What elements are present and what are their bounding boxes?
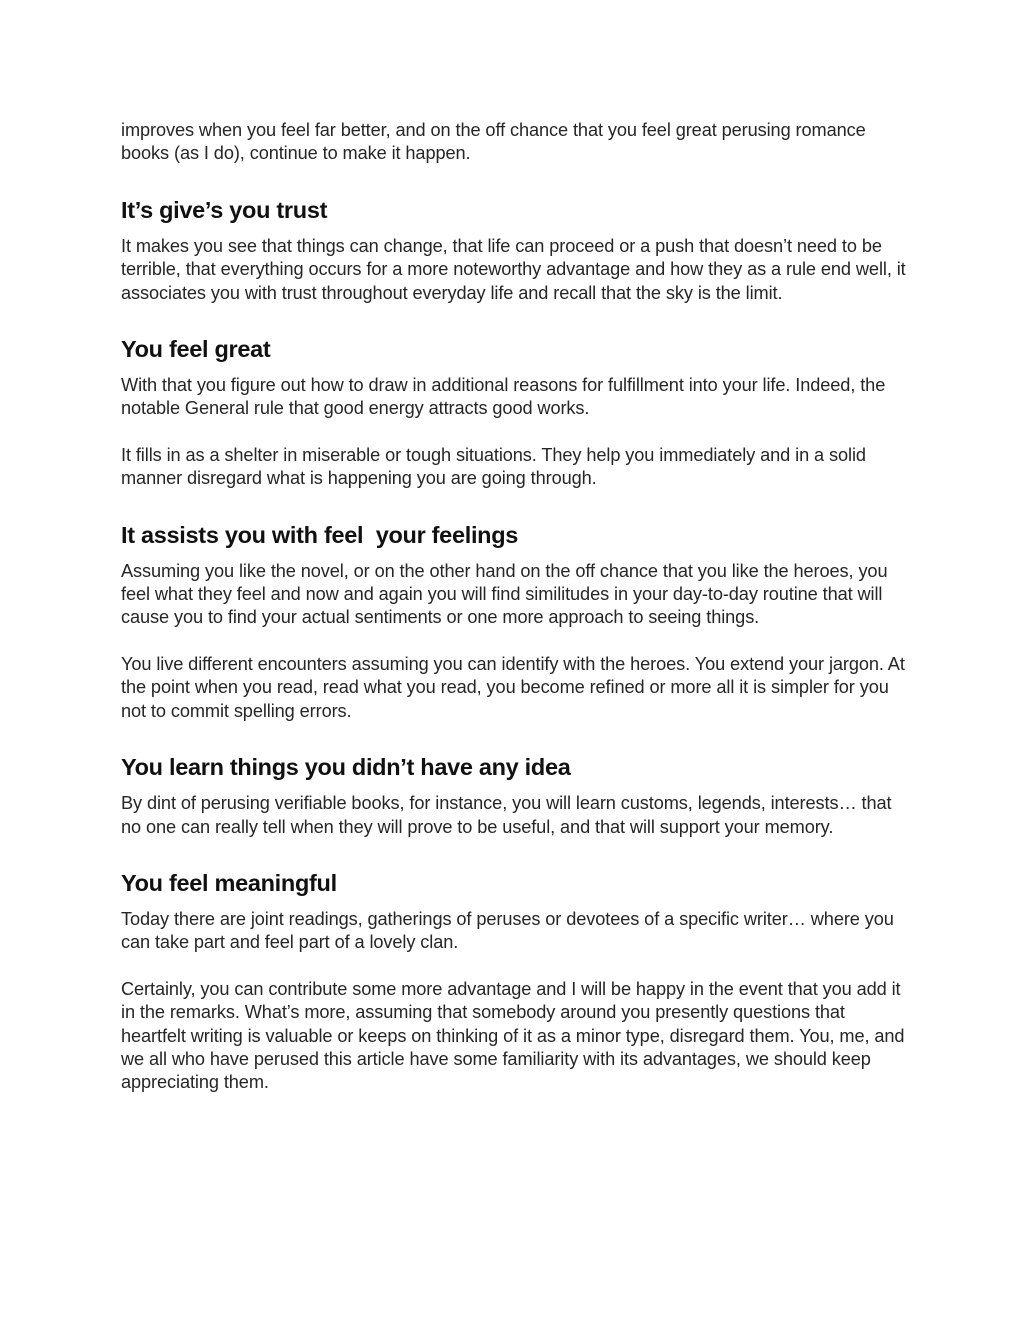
section-meaningful — [121, 868, 906, 1095]
section-paragraph: Today there are joint readings, gatherings of peruses or devotees of a specific writer… where you can take part and feel part of a lovely clan. — [121, 908, 894, 953]
section-paragraph: It makes you see that things can change, that life can proceed or a push that doesn’t need to be terrible, that everything occurs for a more noteworthy advantage and how they as a rule end well, it associates you with trust throughout everyday life and recall that the sky is the limit. — [121, 235, 906, 303]
section-learn-things — [121, 752, 906, 839]
section-feelings — [121, 520, 906, 723]
section-paragraph: With that you figure out how to draw in additional reasons for fulfillment into your life. Indeed, the notable General rule that good energy attracts good works. — [121, 375, 886, 419]
section-feel-great — [121, 334, 906, 491]
document-page — [121, 119, 906, 1095]
section-heading: It’s give’s you trust — [121, 196, 328, 223]
section-paragraph: Certainly, you can contribute some more advantage and I will be happy in the event that you add it in the remarks. What’s more, assuming that somebody around you presently questions that heartfelt writing is valuable or keeps on thinking of it as a minor type, disregard them. You, me, and we all who have perused this article have some familiarity with its advantages, we should keep appreciating them. — [121, 978, 905, 1093]
section-heading: You feel meaningful — [121, 869, 337, 896]
section-heading: You feel great — [121, 336, 271, 363]
section-heading: You learn things you didn’t have any idea — [121, 754, 571, 781]
section-paragraph: It fills in as a shelter in miserable or tough situations. They help you immediately and in a solid manner disregard what is happening you are going through. — [121, 444, 866, 489]
section-trust — [121, 195, 906, 305]
section-heading: It assists you with feel your feelings — [121, 521, 519, 548]
intro-paragraph: improves when you feel far better, and on the off chance that you feel great perusing romance books (as I do), continue to make it happen. — [121, 120, 866, 164]
section-paragraph: You live different encounters assuming you can identify with the heroes. You extend your jargon. At the point when you read, read what you read, you become refined or more all it is simpler for you not to commit spelling errors. — [121, 653, 905, 721]
section-paragraph: By dint of perusing verifiable books, for instance, you will learn customs, legends, interests… that no one can really tell when they will prove to be useful, and that will support your memory. — [121, 793, 892, 837]
section-paragraph: Assuming you like the novel, or on the other hand on the off chance that you like the heroes, you feel what they feel and now and again you will find similitudes in your day-to-day routine that will cause you to find your actual sentiments or one more approach to seeing things. — [121, 560, 888, 628]
